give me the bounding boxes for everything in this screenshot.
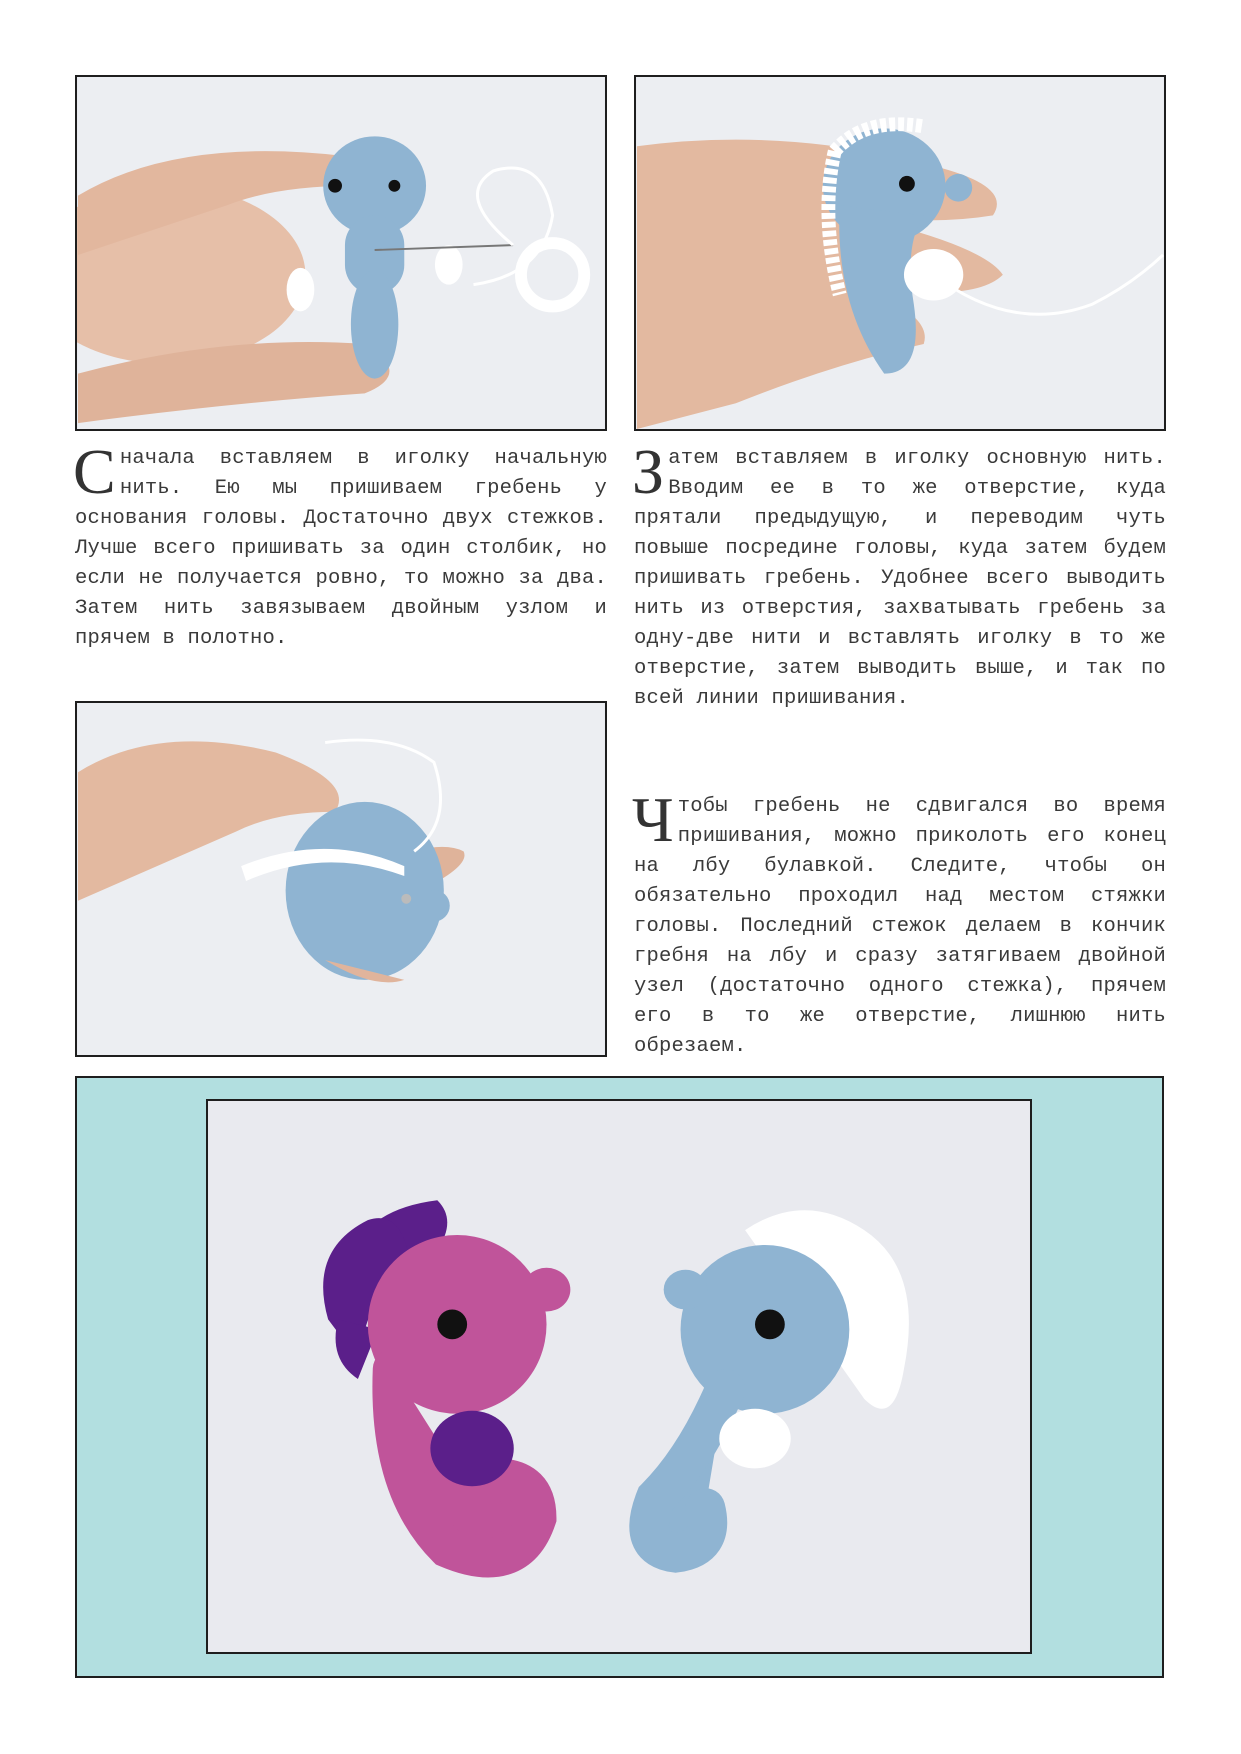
dropcap: С: [73, 436, 116, 507]
photo-crest-pinned-image: [77, 703, 605, 1055]
final-photo-frame: [75, 1076, 1164, 1678]
dropcap: Ч: [632, 784, 674, 855]
photo-crest-pinned: [75, 701, 607, 1057]
final-seahorses-image: [208, 1101, 1030, 1652]
photo-main-thread: [634, 75, 1166, 431]
photo-sewing-start: [75, 75, 607, 431]
paragraph-text: начала вставляем в иголку начальную нить. Ею мы пришиваем гребень у основания головы. Достаточно двух стежков. Лучше всего пришивать за один столбик, но если не получается ровно, то можно за два. Затем нить завязываем двойным узлом и прячем в полотно.: [75, 447, 607, 650]
dropcap: З: [632, 436, 665, 507]
final-photo: [206, 1099, 1032, 1654]
photo-main-thread-image: [636, 77, 1164, 429]
paragraph-pin-crest: [632, 784, 1166, 1062]
paragraph-crest-base: [73, 436, 607, 654]
paragraph-text: атем вставляем в иголку основную нить. Вводим ее в то же отверстие, куда прятали предыдущую, и переводим чуть повыше посредине головы, куда затем будем пришивать гребень. Удобнее всего выводить нить из отверстия, захватывать гребень за одну-две нити и вставлять иголку в то же отверстие, затем выводить выше, и так по всей линии пришивания.: [634, 447, 1166, 710]
paragraph-text: тобы гребень не сдвигался во время пришивания, можно приколоть его конец на лбу булавкой. Следите, чтобы он обязательно проходил над местом стяжки головы. Последний стежок делаем в кончик гребня на лбу и сразу затягиваем двойной узел (достаточно одного стежка), прячем его в то же отверстие, лишнюю нить обрезаем.: [634, 795, 1166, 1058]
paragraph-main-thread: [632, 436, 1166, 714]
photo-sewing-start-image: [77, 77, 605, 429]
